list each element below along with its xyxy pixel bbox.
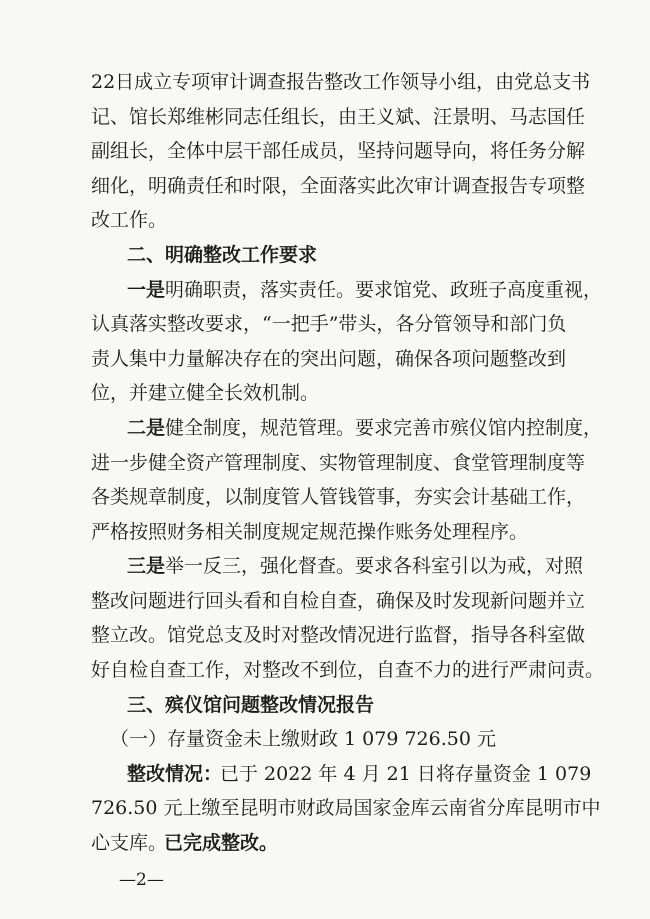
text-line: 认真落实整改要求，“一把手”带头，各分管领导和部门负 [91, 313, 567, 335]
paragraph-line [0, 485, 650, 509]
section-heading [0, 243, 650, 267]
paragraph-line [0, 520, 650, 544]
text-line: 整改问题进行回头看和自检自查，确保及时发现新问题并立 [91, 590, 586, 612]
text-line: 726.50 元上缴至昆明市财政局国家金库云南省分库昆明市中 [91, 797, 601, 819]
item-lead: 一是 [127, 279, 166, 301]
paragraph-line [0, 278, 650, 302]
text-line: 严格按照财务相关制度规定规范操作账务处理程序。 [91, 521, 529, 543]
paragraph-line [0, 623, 650, 647]
completion-status: 已完成整改。 [164, 832, 279, 854]
paragraph-line [0, 174, 650, 198]
paragraph-line [0, 796, 650, 820]
item-lead: 二是 [127, 417, 166, 439]
paragraph-line [0, 381, 650, 405]
paragraph-line [0, 139, 650, 163]
subsection-heading [0, 727, 650, 751]
text-line: 明确职责，落实责任。要求馆党、政班子高度重视， [165, 279, 603, 301]
paragraph-line [0, 658, 650, 682]
paragraph-line [0, 554, 650, 578]
subsection-1-heading: （一）存量资金未上缴财政 1 079 726.50 元 [110, 728, 496, 750]
section-3-heading: 三、殡仪馆问题整改情况报告 [127, 694, 375, 716]
text-line: 位，并建立健全长效机制。 [91, 382, 320, 404]
text-line: 各类规章制度，以制度管人管钱管事，夯实会计基础工作， [91, 486, 586, 508]
text-line: 整立改。馆党总支及时对整改情况进行监督，指导各科室做 [91, 624, 586, 646]
text-line: 责人集中力量解决存在的突出问题，确保各项问题整改到 [91, 348, 567, 370]
text-line: 副组长，全体中层干部任成员，坚持问题导向，将任务分解 [91, 140, 586, 162]
text-line: 健全制度，规范管理。要求完善市殡仪馆内控制度， [165, 417, 603, 439]
text-line: 细化，明确责任和时限，全面落实此次审计调查报告专项整 [91, 175, 586, 197]
section-heading [0, 693, 650, 717]
paragraph-line [0, 70, 650, 94]
text-line: 举一反三，强化督查。要求各科室引以为戒，对照 [165, 555, 584, 577]
paragraph-line [0, 831, 650, 855]
text-line: 已于 2022 年 4 月 21 日将存量资金 1 079 [220, 763, 592, 785]
text-line: 22日成立专项审计调查报告整改工作领导小组，由党总支书 [91, 71, 591, 93]
item-lead: 三是 [127, 555, 166, 577]
text-line: 记、馆长郑维彬同志任组长，由王义斌、汪景明、马志国任 [91, 106, 586, 128]
text-line: 好自检自查工作，对整改不到位，自查不力的进行严肃问责。 [91, 659, 605, 681]
section-2-heading: 二、明确整改工作要求 [127, 244, 318, 266]
paragraph-line [0, 762, 650, 786]
paragraph-line [0, 416, 650, 440]
rectification-label: 整改情况： [127, 763, 223, 785]
paragraph-line [0, 105, 650, 129]
paragraph-line [0, 312, 650, 336]
page-number: —2— [119, 870, 164, 890]
paragraph-line [0, 208, 650, 232]
paragraph-line [0, 347, 650, 371]
text-line: 心支库。 [91, 832, 168, 854]
paragraph-line [0, 589, 650, 613]
text-line: 改工作。 [91, 209, 168, 231]
paragraph-line [0, 451, 650, 475]
text-line: 进一步健全资产管理制度、实物管理制度、食堂管理制度等 [91, 452, 586, 474]
